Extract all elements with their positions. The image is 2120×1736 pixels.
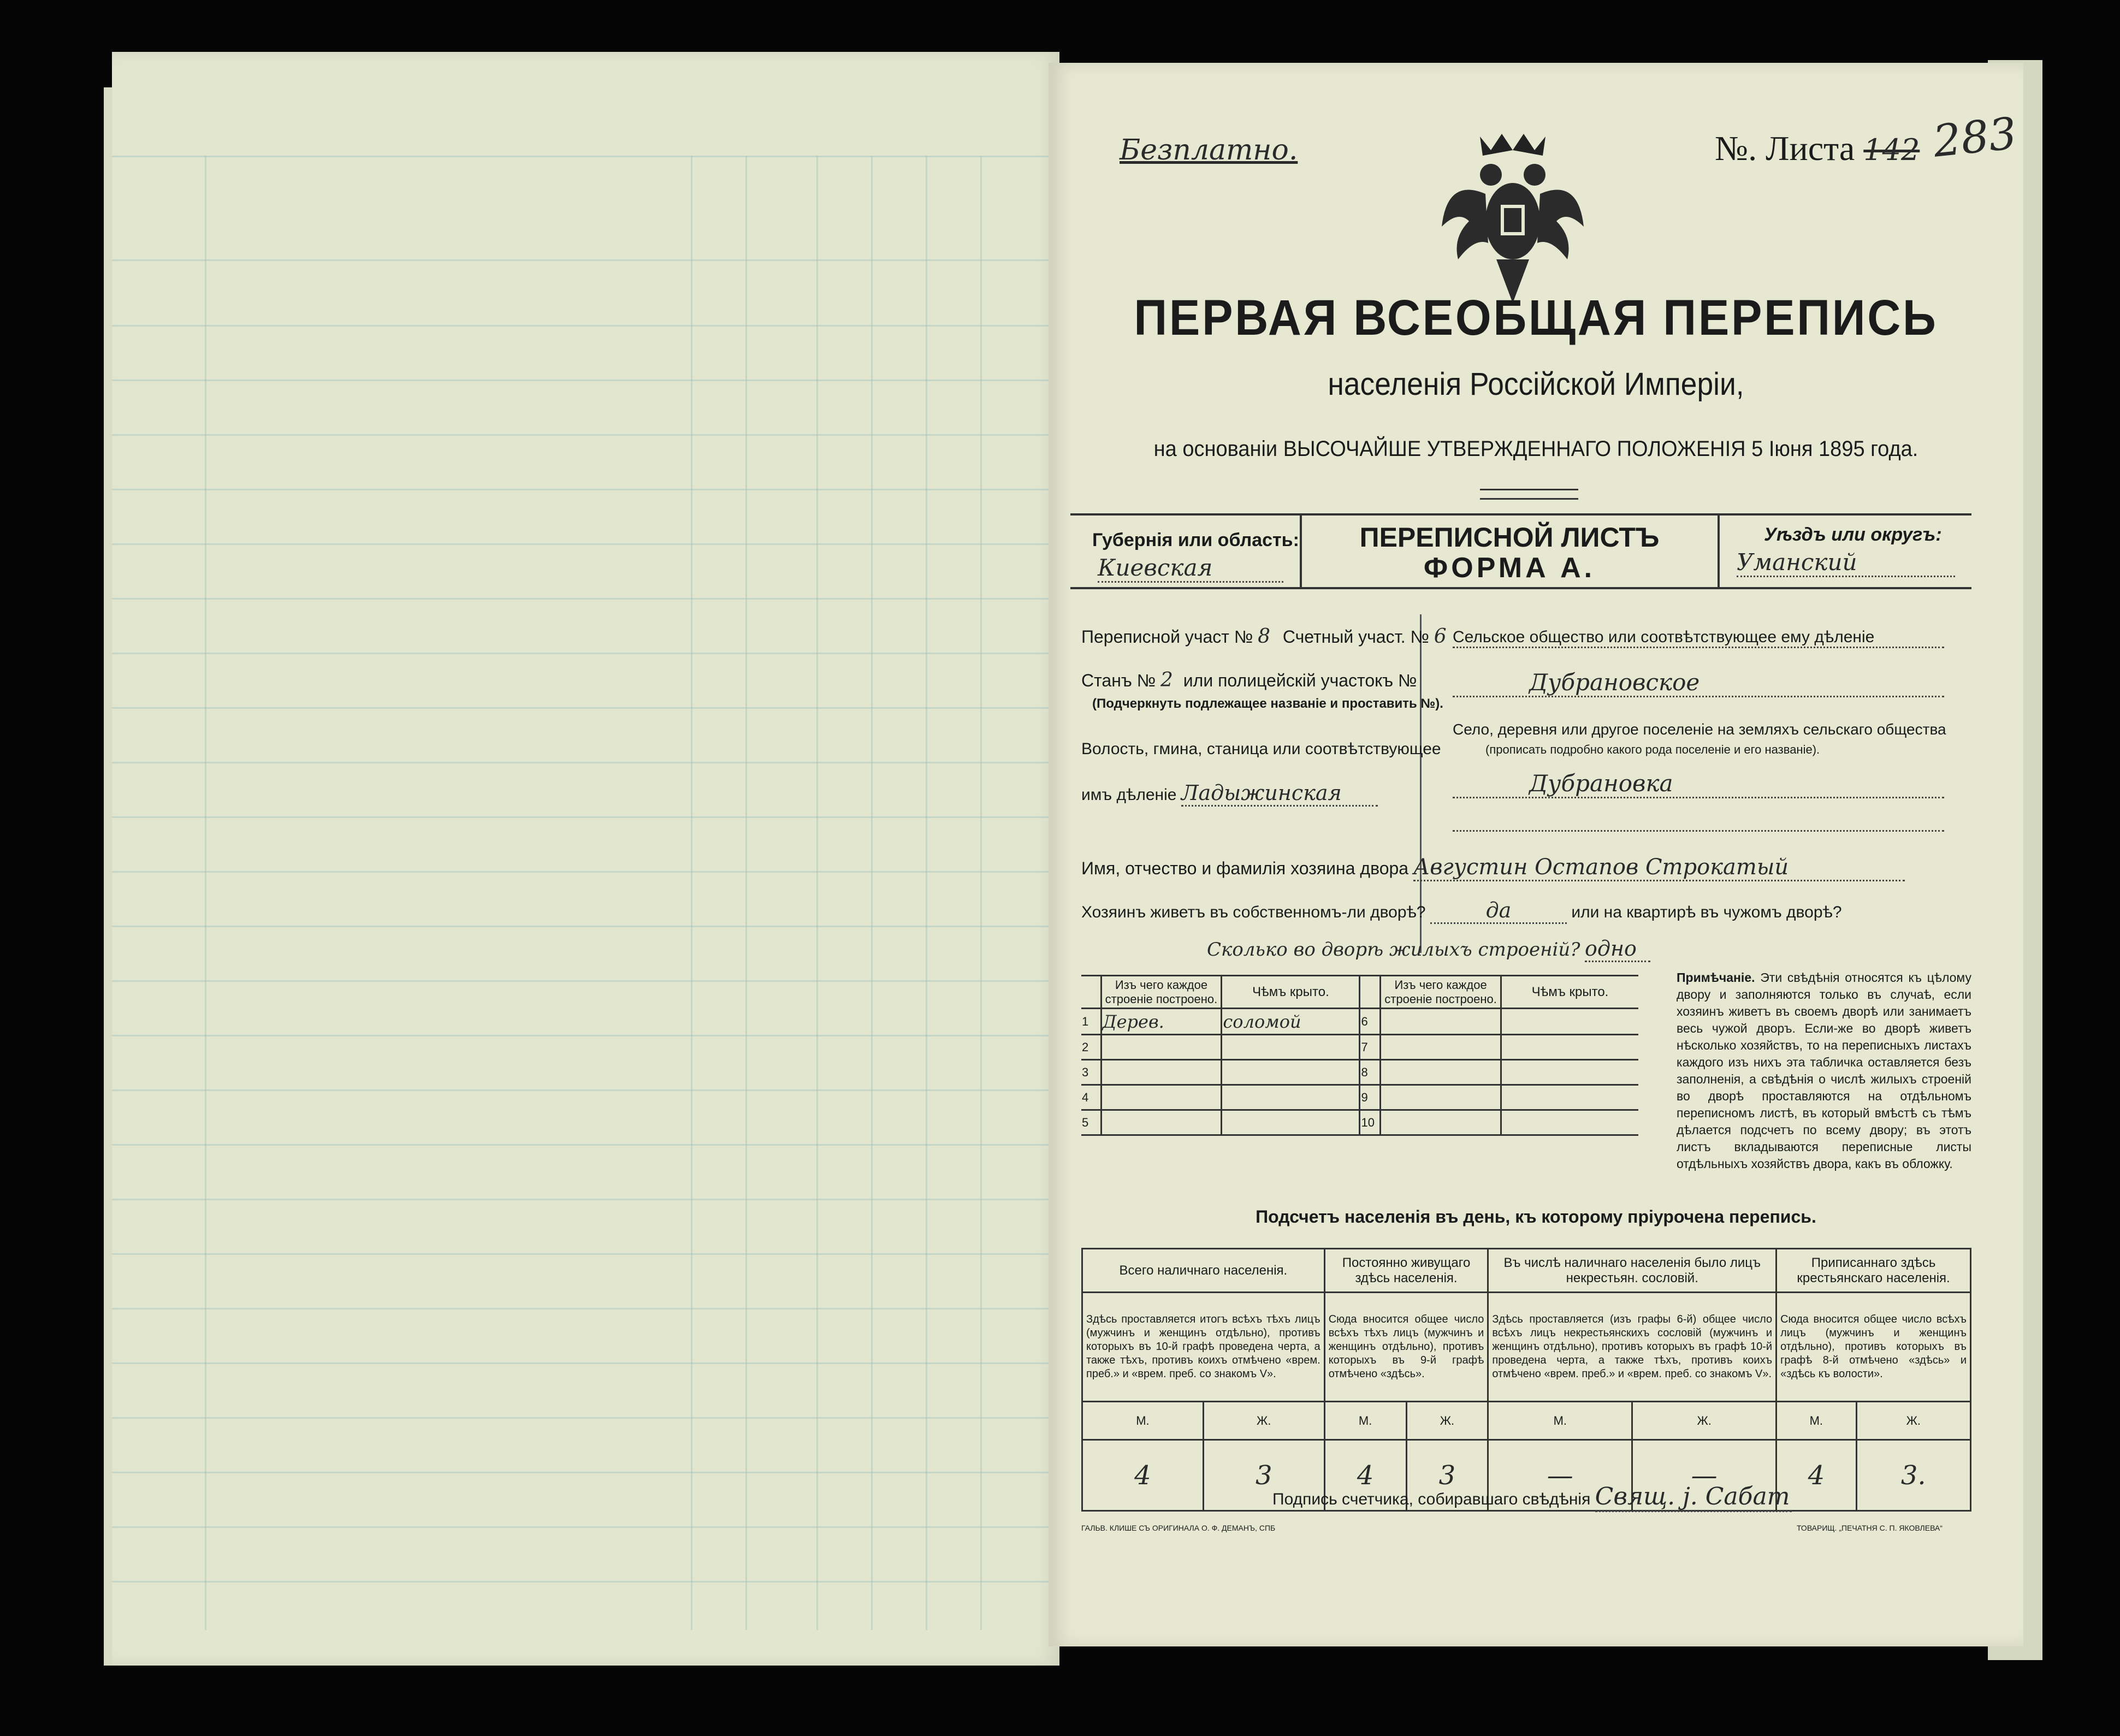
volost-row (1081, 781, 1378, 807)
volost-label-2: имъ дѣленіе (1081, 786, 1177, 804)
peasant-female: 3. (1856, 1440, 1970, 1511)
population-count-table (1081, 1248, 1971, 1512)
census-area-value: 8 (1258, 625, 1270, 648)
buildings-row (1207, 937, 1650, 962)
nonpeasant-female: — (1632, 1440, 1776, 1511)
footer-left: ГАЛЬВ. КЛИШЕ СЪ ОРИГИНАЛА О. Ф. ДЕМАНЪ, СПБ (1081, 1524, 1276, 1532)
count-heading: Подсчетъ населенія въ день, къ которому пріурочена перепись. (1256, 1207, 1816, 1227)
district-label: Уѣздъ или округъ: (1764, 524, 1942, 545)
owner-name-value: Августин Остапов Строкатый (1413, 855, 1905, 881)
main-title: ПЕРВАЯ ВСЕОБЩАЯ ПЕРЕПИСЬ (1134, 290, 1938, 346)
permanent-female: 3 (1406, 1440, 1488, 1511)
village-extra-line (1453, 825, 1944, 832)
material-col-header: Изъ чего каждое строеніе построено. (1101, 976, 1222, 1009)
table-row: 2 7 (1081, 1035, 1638, 1060)
nonpeasant-male: — (1488, 1440, 1632, 1511)
count-col-title-permanent: Постоянно живущаго здѣсь населенія. (1324, 1249, 1488, 1293)
count-col-title-nonpeasant: Въ числѣ наличнаго населенія было лицъ некрестьян. сословій. (1488, 1249, 1776, 1293)
stan-label: Станъ № (1081, 671, 1156, 690)
note-block (1677, 969, 1971, 1172)
counting-area-label: Счетный участ. № (1282, 627, 1429, 647)
buildings-value: одно (1585, 937, 1650, 962)
left-page (112, 52, 1059, 1666)
village-label: Село, деревня или другое поселеніе на земляхъ сельскаго общества (1453, 721, 1946, 738)
buildings-label: Сколько во дворѣ жилыхъ строеній? (1207, 939, 1580, 961)
signature-label: Подпись счетчика, собиравшаго свѣдѣнія (1272, 1490, 1591, 1508)
roof-col-header: Чѣмъ крыто. (1222, 976, 1360, 1009)
village-note: (прописать подробно какого рода поселеніе и его названіе). (1485, 743, 1820, 756)
census-area-row (1081, 625, 1447, 648)
peasant-male: 4 (1776, 1440, 1856, 1511)
note-text: Эти свѣдѣнія относятся къ цѣлому двору и заполняются только въ случаѣ, если хозяинъ живетъ въ своемъ дворѣ или занимаетъ весь чужой дворъ. Если-же во дворѣ живетъ нѣсколько хозяйствъ, то на переписныхъ листахъ каждого изъ нихъ эта табличка оставляется безъ заполненія, а свѣдѣнія о числѣ жилыхъ строеній во дворѣ проставляются на отдѣльномъ переписномъ листѣ, въ который вмѣстѣ съ тѣмъ дѣлается подсчетъ по всему двору; въ этотъ листъ вкладываются переписные листы отдѣльныхъ хозяйствъ двора, какъ въ обложку. (1677, 970, 1972, 1171)
subtitle: населенія Россійской Имперіи, (1328, 366, 1744, 402)
count-col-desc-total: Здѣсь проставляется итогъ всѣхъ тѣхъ лицъ (мужчинъ и женщинъ отдѣльно), противъ которыхъ въ 10-й графѣ проведена черта, а также тѣхъ, противъ коихъ отмѣчено «врем. преб.» и «врем. преб. со знакомъ V». (1082, 1293, 1325, 1402)
free-label: Безплатно. (1120, 134, 1298, 167)
owner-lives-label: Хозяинъ живетъ въ собственномъ-ли дворѣ? (1081, 903, 1426, 921)
table-row: 1 Дерев. соломой 6 (1081, 1009, 1638, 1035)
counting-area-value: 6 (1434, 625, 1447, 648)
count-col-desc-peasant: Сюда вносится общее число всѣхъ лицъ (мужчинъ и женщинъ отдѣльно), противъ которыхъ въ графѣ 8-й отмѣчено «здѣсь» и «здѣсь къ волости». (1776, 1293, 1971, 1402)
footer-right: ТОВАРИЩ. „ПЕЧАТНЯ С. П. ЯКОВЛЕВА“ (1797, 1524, 1943, 1532)
police-label: или полицейскій участокъ № (1183, 671, 1417, 690)
village-value: Дубрановка (1453, 770, 1944, 798)
census-area-label: Переписной участ № (1081, 627, 1253, 647)
total-male: 4 (1082, 1440, 1204, 1511)
owner-lives-value: да (1430, 898, 1567, 924)
signature-value: Свящ. ј. Сабат (1595, 1483, 1792, 1512)
count-col-title-total: Всего наличнаго населенія. (1082, 1249, 1325, 1293)
sheet-number (1715, 128, 1920, 169)
owner-lives-row (1081, 898, 1842, 924)
province-value: Киевская (1098, 554, 1283, 583)
form-label: ФОРМА А. (1423, 552, 1596, 584)
permanent-male: 4 (1324, 1440, 1406, 1511)
material-col-header-2: Изъ чего каждое строеніе построено. (1381, 976, 1501, 1009)
table-row: 4 9 (1081, 1085, 1638, 1110)
buildings-table (1081, 975, 1638, 1136)
total-female: 3 (1203, 1440, 1324, 1511)
table-row: 3 8 (1081, 1060, 1638, 1085)
right-page (1049, 63, 2023, 1646)
count-col-desc-permanent: Сюда вносится общее число всѣхъ тѣхъ лицъ (мужчинъ и женщинъ отдѣльно), противъ которыхъ въ 9-й графѣ отмѣчено «здѣсь». (1324, 1293, 1488, 1402)
ornament-divider (1480, 489, 1578, 500)
count-col-title-peasant: Приписаннаго здѣсь крестьянскаго населенія. (1776, 1249, 1971, 1293)
owner-name-label: Имя, отчество и фамилія хозяина двора (1081, 858, 1409, 878)
stan-value: 2 (1160, 669, 1173, 691)
roof-col-header-2: Чѣмъ крыто. (1501, 976, 1638, 1009)
owner-row (1081, 855, 1905, 881)
table-row: 5 10 (1081, 1110, 1638, 1135)
count-col-desc-nonpeasant: Здѣсь проставляется (изъ графы 6-й) общее число всѣхъ лицъ некрестьянскихъ сословій (мужчинъ и женщинъ отдѣльно), противъ которыхъ въ графѣ 10-й проведена черта, а также тѣхъ, противъ коихъ отмѣчено «врем. преб.» и «врем. преб. со знакомъ V». (1488, 1293, 1776, 1402)
note-title: Примѣчаніе. (1677, 970, 1755, 985)
archive-page-number: 283 (1930, 108, 2020, 167)
sheet-title: ПЕРЕПИСНОЙ ЛИСТЪ (1359, 522, 1660, 553)
province-label: Губернія или область: (1092, 530, 1299, 550)
sheet-number-handwritten: 142 (1863, 133, 1920, 167)
basis-line: на основаніи ВЫСОЧАЙШЕ УТВЕРЖДЕННАГО ПОЛОЖЕНІЯ 5 Іюня 1895 года. (1153, 437, 1918, 461)
community-value: Дубрановское (1453, 669, 1944, 697)
stan-row (1081, 669, 1417, 691)
double-headed-eagle-emblem (1436, 128, 1589, 314)
sex-header-row: М. Ж. М. Ж. М. Ж. М. Ж. (1082, 1402, 1971, 1440)
signature-row (1272, 1483, 1792, 1512)
volost-label-1: Волость, гмина, станица или соотвѣтствующее (1081, 740, 1441, 758)
district-value: Уманский (1737, 549, 1955, 577)
underline-note: (Подчеркнуть подлежащее названіе и проставить №). (1092, 696, 1443, 711)
community-label: Сельское общество или соотвѣтствующее ему дѣленіе (1453, 628, 1944, 648)
volost-value: Ладыжинская (1181, 781, 1378, 807)
sheet-number-label: №. Листа (1715, 129, 1855, 168)
owner-rent-label: или на квартирѣ въ чужомъ дворѣ? (1571, 903, 1842, 921)
